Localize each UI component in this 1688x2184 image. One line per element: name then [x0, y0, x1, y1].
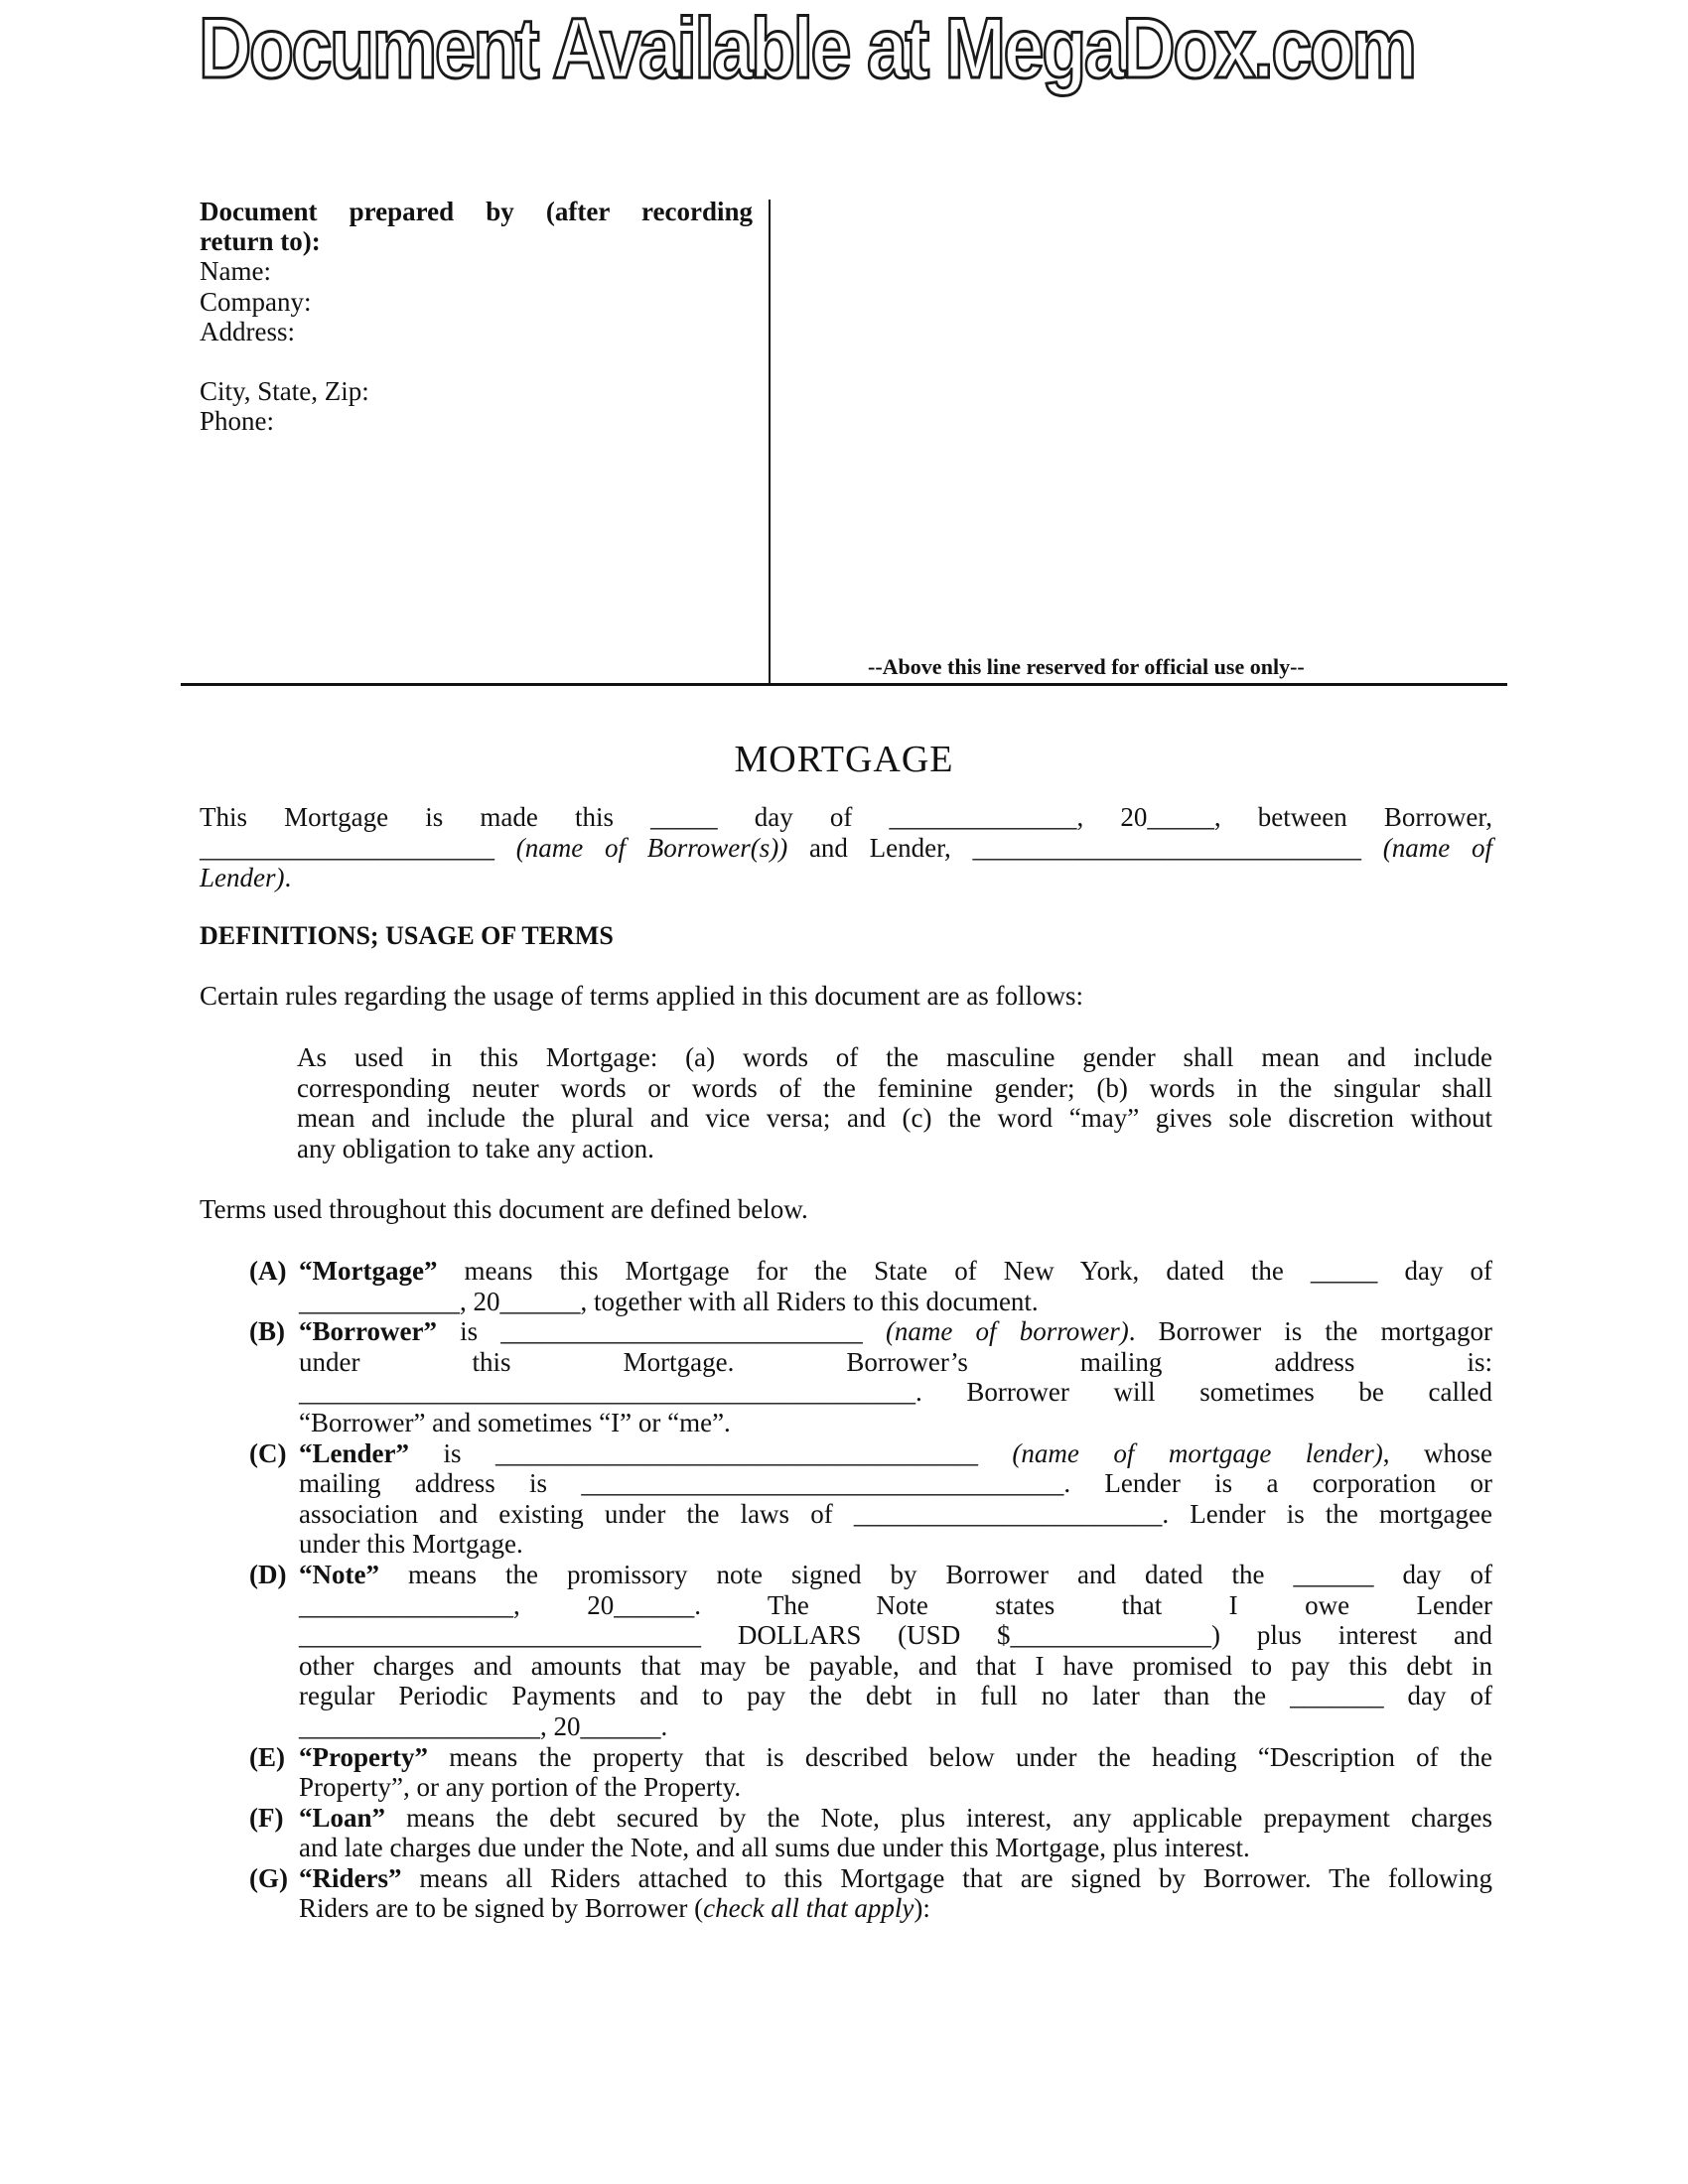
prepared-by-heading-line1: Document prepared by (after recording — [200, 197, 753, 226]
defined-term: “Lender” — [299, 1437, 409, 1468]
usage-rules-paragraph — [297, 1042, 1492, 1163]
text-segment: Property”, or any portion of the Property. — [299, 1772, 742, 1803]
defined-term: “Note” — [299, 1559, 379, 1589]
text-line — [299, 1499, 1492, 1530]
text-line — [299, 1651, 1492, 1682]
text-segment: , whose — [1382, 1437, 1492, 1468]
text-line: corresponding neuter words or words of the feminine gender; (b) words in the singular shall — [297, 1072, 1492, 1103]
text-segment: other charges and amounts that may be payable, and that I have promised to pay this debt in — [299, 1650, 1492, 1681]
text-line — [299, 1347, 1492, 1378]
text-segment: means all Riders attached to this Mortgage that are signed by Borrower. The following — [401, 1862, 1492, 1893]
definition-item — [249, 1316, 1492, 1437]
text-segment: means the debt secured by the Note, plus interest, any applicable prepayment charges — [385, 1802, 1492, 1833]
prepared-by-block — [200, 197, 753, 437]
italic-note: (name of — [1382, 832, 1492, 863]
text-line — [299, 1742, 1492, 1773]
field-address-label: Address: — [200, 316, 295, 346]
italic-note: (name of borrower) — [885, 1316, 1129, 1347]
text-segment: under this Mortgage. — [299, 1529, 523, 1560]
text-segment: means this Mortgage for the State of New York, dated the _____ day of — [437, 1256, 1492, 1286]
text-line — [299, 1287, 1492, 1317]
document-title: MORTGAGE — [734, 739, 954, 780]
text-segment: __________________, 20______. — [299, 1710, 668, 1741]
recording-box-divider — [769, 200, 771, 684]
text-segment: . Borrower is the mortgagor — [1128, 1316, 1492, 1347]
text-segment: means the property that is described below under the heading “Description of the — [427, 1741, 1492, 1772]
defined-term: “Borrower” — [299, 1316, 437, 1347]
definition-item — [249, 1742, 1492, 1803]
text-line — [299, 1590, 1492, 1621]
text-segment: is ___________________________ — [436, 1316, 886, 1347]
text-line — [299, 1833, 1492, 1863]
text-segment: under this Mortgage. Borrower’s mailing address is: — [299, 1346, 1492, 1377]
prepared-by-heading-line2: return to): — [200, 226, 321, 257]
text-line — [299, 1681, 1492, 1711]
text-line — [299, 1438, 1492, 1469]
text-segment: . — [284, 863, 292, 893]
field-phone-label: Phone: — [200, 406, 275, 437]
text-segment: ______________________________________________. Borrower will sometimes be called — [299, 1377, 1492, 1408]
definition-item — [249, 1863, 1492, 1924]
text-line — [200, 802, 1492, 833]
text-line — [299, 1803, 1492, 1834]
definition-label: (D) — [249, 1559, 287, 1589]
definition-label: (E) — [249, 1741, 285, 1772]
definition-label: (C) — [249, 1437, 287, 1468]
megadox-watermark-banner: Document Available at MegaDox.com — [199, 1, 1415, 96]
text-segment: ____________, 20______, together with all Riders to this document. — [299, 1286, 1039, 1316]
text-segment: association and existing under the laws of _______________________. Lender is the mortgagee — [299, 1498, 1492, 1529]
text-segment: This Mortgage is made this _____ day of ______________, 20_____, between Borrower, — [200, 802, 1492, 832]
definition-label: (A) — [249, 1256, 287, 1286]
definitions-list — [249, 1256, 1492, 1924]
text-line — [299, 1468, 1492, 1499]
text-line — [299, 1711, 1492, 1742]
defined-term: “Property” — [299, 1741, 428, 1772]
text-line — [299, 1408, 1492, 1438]
official-use-note: --Above this line reserved for official use only-- — [868, 654, 1305, 679]
text-line — [299, 1256, 1492, 1287]
text-line — [299, 1772, 1492, 1803]
text-segment: ______________________ — [200, 832, 516, 863]
text-line — [299, 1560, 1492, 1590]
text-line: As used in this Mortgage: (a) words of the masculine gender shall mean and include — [297, 1042, 1492, 1072]
field-address-continuation — [200, 346, 753, 376]
text-line — [200, 863, 1492, 893]
italic-note: check all that apply — [703, 1893, 914, 1924]
text-line — [299, 1377, 1492, 1408]
defined-term: “Mortgage” — [299, 1256, 438, 1286]
text-segment: “Borrower” and sometimes “I” or “me”. — [299, 1407, 731, 1437]
text-line — [299, 1529, 1492, 1560]
italic-note: (name of mortgage lender) — [1012, 1437, 1383, 1468]
definition-label: (G) — [249, 1862, 288, 1893]
text-segment: means the promissory note signed by Borrower and dated the ______ day of — [378, 1559, 1492, 1589]
rules-intro-text: Certain rules regarding the usage of terms applied in this document are as follows: — [200, 981, 1083, 1011]
defined-term: “Loan” — [299, 1802, 386, 1833]
official-use-rule — [181, 683, 1507, 686]
text-segment: and Lender, _____________________________ — [787, 832, 1383, 863]
terms-intro-text: Terms used throughout this document are defined below. — [200, 1194, 808, 1224]
text-line — [200, 833, 1492, 864]
italic-note: Lender) — [200, 863, 285, 893]
text-line: mean and include the plural and vice versa; and (c) the word “may” gives sole discretion without — [297, 1103, 1492, 1134]
field-name-label: Name: — [200, 256, 271, 287]
definition-item — [249, 1803, 1492, 1863]
definition-label: (F) — [249, 1802, 284, 1833]
italic-note: (name of Borrower(s)) — [515, 832, 788, 863]
text-line: any obligation to take any action. — [297, 1133, 654, 1163]
definitions-heading: DEFINITIONS; USAGE OF TERMS — [200, 921, 614, 950]
text-segment: ): — [914, 1893, 930, 1924]
field-city-state-zip-label: City, State, Zip: — [200, 376, 369, 407]
text-segment: mailing address is ____________________________________. Lender is a corporation or — [299, 1468, 1492, 1499]
text-segment: ______________________________ DOLLARS (USD $_______________) plus interest and — [299, 1620, 1492, 1651]
text-segment: regular Periodic Payments and to pay the debt in full no later than the _______ day of — [299, 1681, 1492, 1711]
text-segment: ________________, 20______. The Note states that I owe Lender — [299, 1589, 1492, 1620]
defined-term: “Riders” — [299, 1862, 402, 1893]
text-line — [299, 1316, 1492, 1347]
definition-item — [249, 1438, 1492, 1560]
definition-item — [249, 1256, 1492, 1316]
text-line — [299, 1620, 1492, 1651]
field-company-label: Company: — [200, 286, 312, 317]
definition-item — [249, 1560, 1492, 1742]
text-segment: is ____________________________________ — [409, 1437, 1013, 1468]
intro-paragraph — [200, 802, 1492, 893]
definition-label: (B) — [249, 1316, 285, 1347]
text-line — [299, 1863, 1492, 1894]
text-line — [299, 1893, 1492, 1924]
text-segment: Riders are to be signed by Borrower ( — [299, 1893, 704, 1924]
text-segment: and late charges due under the Note, and all sums due under this Mortgage, plus interest. — [299, 1833, 1250, 1863]
